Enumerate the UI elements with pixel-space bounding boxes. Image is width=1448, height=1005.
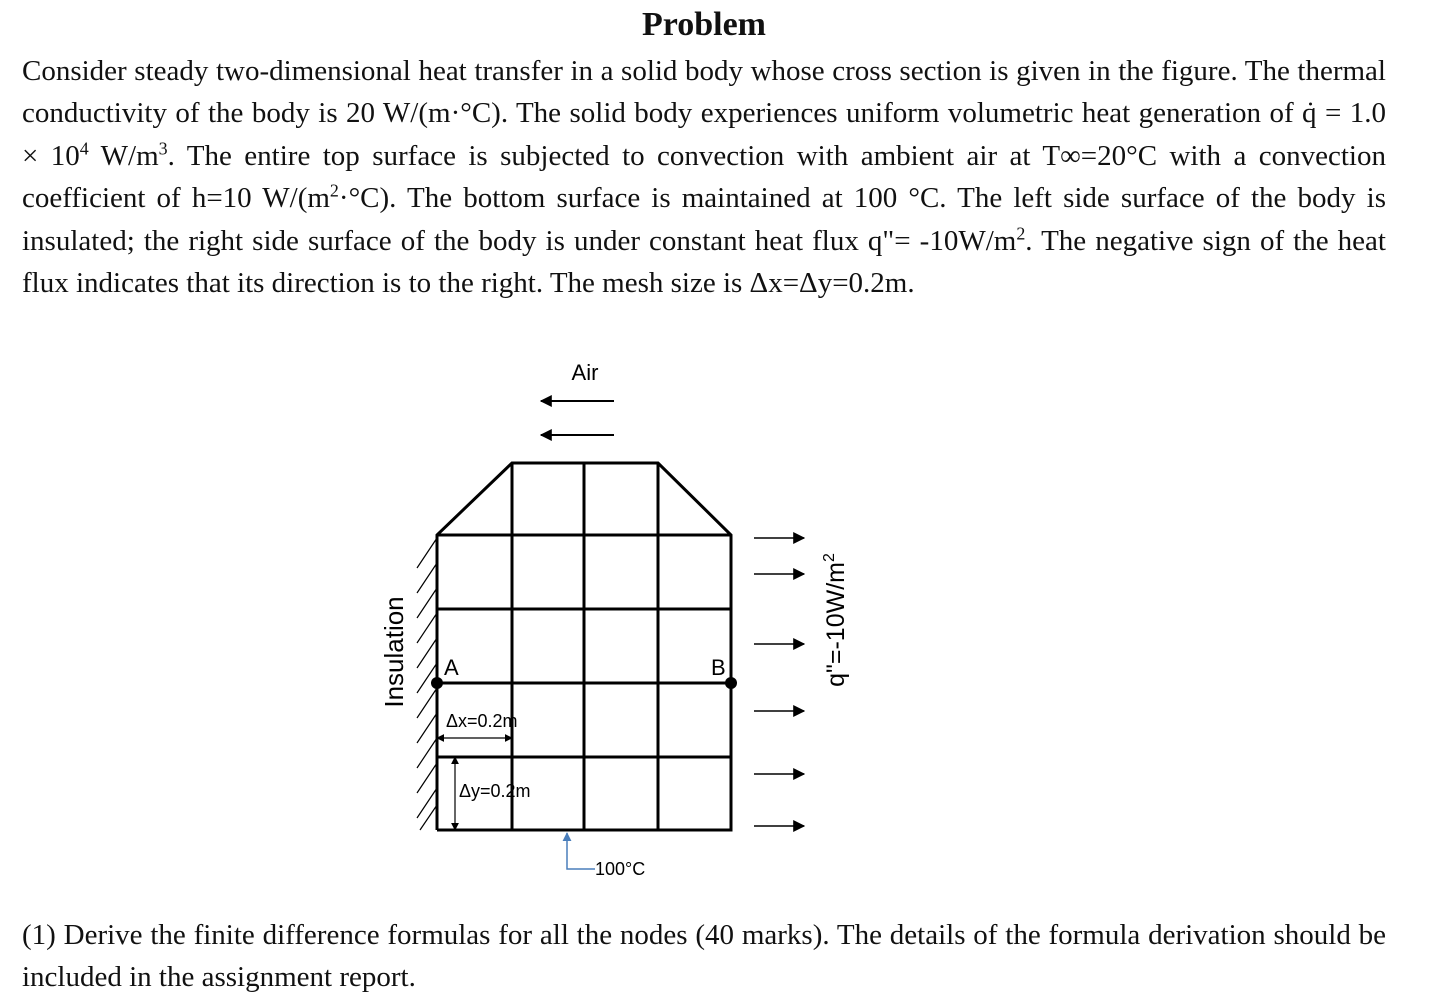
dx-label: Δx=0.2m xyxy=(446,711,518,731)
statement-text: . The negative sign of the heat flux indicates that its direction is to the right. The mesh size is Δx=Δy=0.2m. xyxy=(22,224,1386,300)
statement-text: ·°C). The bottom surface is maintained at 100 °C. The left side surface of the body is insulated; the right side surface of the body is under constant heat flux q"= -10W/m xyxy=(22,182,1386,257)
heat-flux-label xyxy=(821,553,850,687)
statement-text: . The entire top surface is subjected to convection with ambient air at T∞=20°C with a convection coefficient of h=10 W/(m xyxy=(22,139,1386,215)
exponent: 3 xyxy=(158,138,168,159)
mesh-grid xyxy=(437,463,731,830)
air-label: Air xyxy=(571,360,599,385)
question-item xyxy=(22,914,1386,998)
heat-flux-exponent: 2 xyxy=(821,553,838,563)
exponent: 2 xyxy=(1016,222,1026,243)
dy-label: Δy=0.2m xyxy=(459,781,531,801)
question-number: (1) xyxy=(22,919,56,951)
page-title: Problem xyxy=(641,6,766,43)
statement-text: W/m xyxy=(88,139,159,172)
node-a-marker xyxy=(431,677,443,689)
question-text: Derive the finite difference formulas for all the nodes (40 marks). The details of the formula derivation should be included in the assignment report. xyxy=(22,919,1386,993)
bottom-temp-leader xyxy=(567,833,595,869)
heat-flux-arrows xyxy=(754,538,804,826)
heat-flux-text: q"=-10W/m xyxy=(822,562,850,687)
exponent: 2 xyxy=(329,180,339,201)
insulation-label: Insulation xyxy=(379,596,409,708)
node-a-label: A xyxy=(444,655,459,680)
node-b-marker xyxy=(725,677,737,689)
statement-text: Consider steady two-dimensional heat transfer in a solid body whose cross section is given in the figure. The thermal conductivity of the body is 20 W/(m·°C). The solid body experiences uniform volumetric heat generation of q̇ = 1.0 × 10 xyxy=(22,55,1386,172)
node-b-label: B xyxy=(711,655,726,680)
exponent: 4 xyxy=(79,138,89,159)
bottom-temp-label: 100°C xyxy=(595,859,646,879)
